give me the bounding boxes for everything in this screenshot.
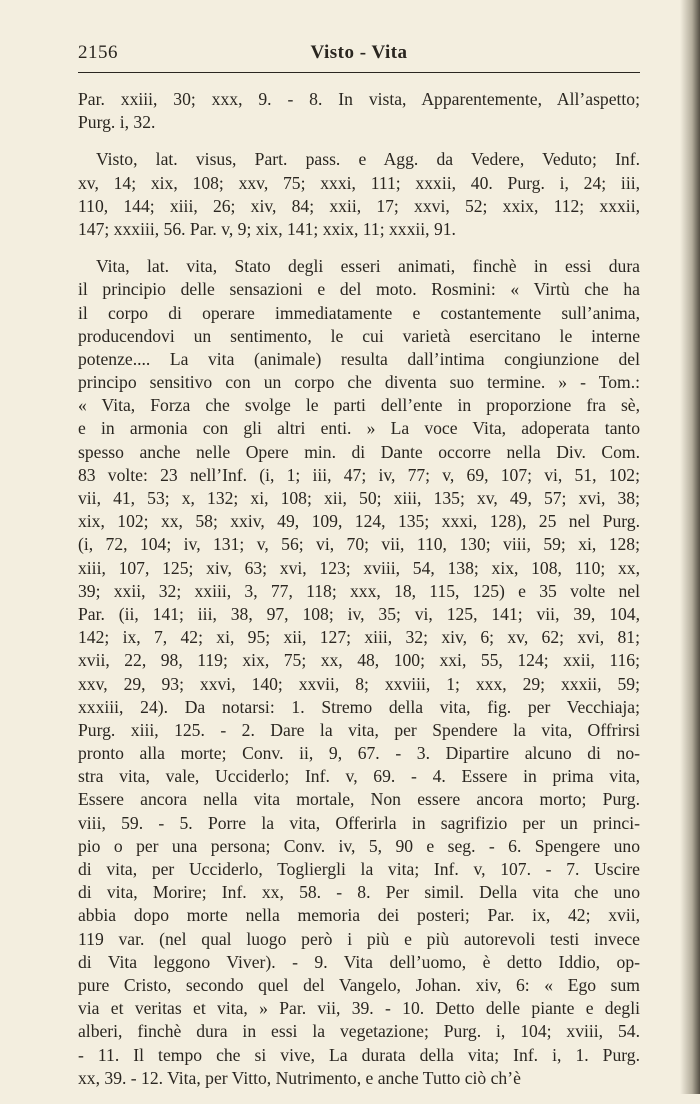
text-line: xiii, 107, 125; xiv, 63; xvi, 123; xviii, 54, 138; xix, 108, 110; xx, <box>78 557 640 578</box>
text-line: pio o per una persona; Conv. iv, 5, 90 e seg. - 6. Spengere uno <box>78 835 640 856</box>
text-line: Purg. xiii, 125. - 2. Dare la vita, per Spendere la vita, Offrirsi <box>78 719 640 740</box>
header-rule <box>78 72 640 73</box>
text-line: Purg. i, 32. <box>78 112 156 133</box>
text-line: e in armonia con gli altri enti. » La voce Vita, adoperata tanto <box>78 418 640 439</box>
text-line: 147; xxxiii, 56. Par. v, 9; xix, 141; xxix, 11; xxxii, 91. <box>78 218 456 239</box>
page-edge-shadow <box>680 0 700 1094</box>
text-line: xxxiii, 24). Da notarsi: 1. Stremo della vita, fig. per Vecchiaja; <box>78 696 640 717</box>
text-line: il principio delle sensazioni e del moto. Rosmini: « Virtù che ha <box>78 279 640 300</box>
text-line: xvii, 22, 98, 119; xix, 75; xx, 48, 100; xxi, 55, 124; xxii, 116; <box>78 650 640 671</box>
text-line: vii, 41, 53; x, 132; xi, 108; xii, 50; xiii, 135; xv, 49, 57; xvi, 38; <box>78 488 640 508</box>
text-line: potenze.... La vita (animale) resulta dall’intima congiunzione del <box>78 348 640 369</box>
text-line: xv, 14; xix, 108; xxv, 75; xxxi, 111; xxxii, 40. Purg. i, 24; iii, <box>78 172 640 193</box>
text-line: pronto alla morte; Conv. ii, 9, 67. - 3. Dipartire alcuno di no- <box>78 743 640 764</box>
text-line: 39; xxii, 32; xxiii, 3, 77, 118; xxx, 18, 115, 125) e 35 volte nel <box>78 580 640 601</box>
entry-continuation <box>78 88 640 134</box>
page-header <box>78 42 640 70</box>
text-line: xix, 102; xx, 58; xxiv, 49, 109, 124, 135; xxxi, 128), 25 nel Purg. <box>78 511 640 532</box>
text-line: Essere ancora nella vita mortale, Non essere ancora morto; Purg. <box>78 789 640 810</box>
text-line: viii, 59. - 5. Porre la vita, Offerirla in sagrifizio per un princi- <box>78 812 640 833</box>
text-line: 83 volte: 23 nell’Inf. (i, 1; iii, 47; iv, 77; v, 69, 107; vi, 51, 102; <box>78 464 640 485</box>
text-line: producendovi un sentimento, le cui varietà esercitano le interne <box>78 325 640 346</box>
text-line: 119 var. (nel qual luogo però i più e più autorevoli testi invece <box>78 928 640 949</box>
page-number: 2156 <box>78 42 118 63</box>
text-line: Vita, lat. vita, Stato degli esseri animati, finchè in essi dura <box>96 256 640 277</box>
text-line: di vita, per Ucciderlo, Togliergli la vita; Inf. v, 107. - 7. Uscire <box>78 859 640 879</box>
text-line: alberi, finchè dura in essi la vegetazione; Purg. i, 104; xviii, 54. <box>78 1021 640 1042</box>
text-line: spesso anche nelle Opere min. di Dante occorre nella Div. Com. <box>78 441 640 462</box>
page-body <box>78 88 640 1104</box>
text-line: pure Cristo, secondo quel del Vangelo, Johan. xiv, 6: « Ego sum <box>78 974 640 995</box>
text-line: abbia dopo morte nella memoria dei posteri; Par. ix, 42; xvii, <box>78 905 640 926</box>
text-line: via et veritas et vita, » Par. vii, 39. - 10. Detto delle piante e degli <box>78 998 640 1019</box>
text-line: di Vita leggono Viver). - 9. Vita dell’uomo, è detto Iddio, op- <box>78 951 640 972</box>
text-line: (i, 72, 104; iv, 131; v, 56; vi, 70; vii, 110, 130; viii, 59; xi, 128; <box>78 534 640 555</box>
text-line: di vita, Morire; Inf. xx, 58. - 8. Per simil. Della vita che uno <box>78 882 640 903</box>
text-line: - 11. Il tempo che si vive, La durata della vita; Inf. i, 1. Purg. <box>78 1044 640 1065</box>
text-line: il corpo di operare immediatamente e costantemente sull’anima, <box>78 302 640 323</box>
text-line: 110, 144; xiii, 26; xiv, 84; xxii, 17; xxvi, 52; xxix, 112; xxxii, <box>78 195 640 216</box>
text-line: Par. xxiii, 30; xxx, 9. - 8. In vista, Apparentemente, All’aspetto; <box>78 89 640 109</box>
text-line: xxv, 29, 93; xxvi, 140; xxvii, 8; xxviii, 1; xxx, 29; xxxii, 59; <box>78 673 640 694</box>
running-title: Visto - Vita <box>310 42 408 63</box>
entry-vita <box>78 255 640 1090</box>
text-line: 142; ix, 7, 42; xi, 95; xii, 127; xiii, 32; xiv, 6; xv, 62; xvi, 81; <box>78 627 640 648</box>
text-line: « Vita, Forza che svolge le parti dell’ente in proporzione fra sè, <box>78 395 640 416</box>
text-line: xx, 39. - 12. Vita, per Vitto, Nutrimento, e anche Tutto ciò ch’è <box>78 1067 521 1088</box>
text-line: Visto, lat. visus, Part. pass. e Agg. da Vedere, Veduto; Inf. <box>96 149 640 170</box>
entry-visto <box>78 148 640 241</box>
text-line: principo sensitivo con un corpo che diventa suo termine. » - Tom.: <box>78 372 640 393</box>
text-line: stra vita, vale, Ucciderlo; Inf. v, 69. - 4. Essere in prima vita, <box>78 766 640 787</box>
text-line: Par. (ii, 141; iii, 38, 97, 108; iv, 35; vi, 125, 141; vii, 39, 104, <box>78 603 640 624</box>
